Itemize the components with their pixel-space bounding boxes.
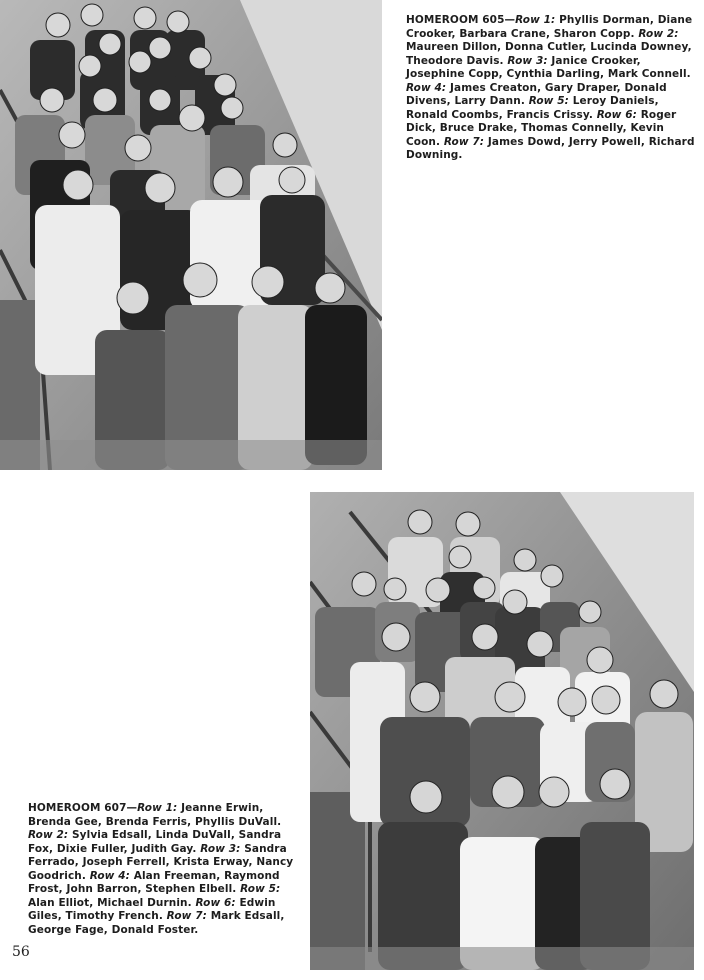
row-label: Row 3: — [200, 842, 241, 855]
row-label: Row 2: — [28, 829, 69, 841]
row-label: Row 3: — [507, 54, 548, 67]
row-label: Row 4: — [406, 81, 447, 94]
row-names: Sandra Ferrado, Joseph Ferrell, Krista Erway, Nancy Goodrich. — [28, 842, 294, 882]
row-label: Row 1: — [137, 802, 178, 814]
row-names: Edwin Giles, Timothy French. — [28, 896, 276, 922]
row-label: Row 5: — [240, 883, 281, 895]
row-label: Row 4: — [89, 869, 130, 882]
row-names: Alan Freeman, Raymond Frost, John Barron, Stephen Elbell. — [28, 869, 280, 895]
homeroom-607-caption: HOMEROOM 607—Row 1: Jeanne Erwin, Brenda Gee, Brenda Ferris, Phyllis DuVall. Row 2: Sylvia Edsall, Linda DuVall, Sandra Fox, Dixie Fuller, Judith Gay. Row 3: Sandra Ferrado, Joseph Ferrell, Krista Erway, Nancy Goodrich. Row 4: Alan Freeman, Raymond Frost, John Barron, Stephen Elbell. Row 5: Alan Elliot, Michael Durnin. Row 6: Edwin Giles, Timothy French. Row 7: Mark Edsall, George Fage, Donald Foster. — [28, 802, 294, 936]
row-label: Row 5: — [528, 95, 569, 107]
homeroom-607-group-photo — [310, 492, 694, 970]
row-names: Roger Dick, Bruce Drake, Thomas Connelly, Kevin Coon. — [406, 108, 677, 148]
row-label: Row 1: — [515, 14, 556, 26]
row-names: Leroy Daniels, Ronald Coombs, Francis Crissy. — [406, 95, 659, 121]
row-label: Row 6: — [596, 108, 637, 121]
page-number: 56 — [12, 944, 30, 960]
row-label: Row 6: — [195, 896, 236, 909]
row-names: Mark Edsall, George Fage, Donald Foster. — [28, 910, 285, 936]
row-label: Row 7: — [166, 910, 207, 922]
row-label: Row 7: — [443, 135, 485, 148]
row-names: Maureen Dillon, Donna Cutler, Lucinda Downey, Theodore Davis. — [406, 41, 692, 67]
row-names: James Creaton, Gary Draper, Donald Divens, Larry Dann. — [406, 81, 667, 107]
row-names: Janice Crooker, Josephine Copp, Cynthia Darling, Mark Connell. — [406, 54, 691, 80]
homeroom-605-group-photo — [0, 0, 382, 470]
row-names: Alan Elliot, Michael Durnin. — [28, 896, 192, 909]
row-names: Jeanne Erwin, Brenda Gee, Brenda Ferris, Phyllis DuVall. — [28, 802, 282, 828]
row-names: Sylvia Edsall, Linda DuVall, Sandra Fox, Dixie Fuller, Judith Gay. — [28, 829, 282, 855]
row-names: James Dowd, Jerry Powell, Richard Downing. — [406, 135, 695, 161]
homeroom-605-caption: HOMEROOM 605—Row 1: Phyllis Dorman, Diane Crooker, Barbara Crane, Sharon Copp. Row 2: Maureen Dillon, Donna Cutler, Lucinda Downey, Theodore Davis. Row 3: Janice Crooker, Josephine Copp, Cynthia Darling, Mark Connell. Row 4: James Creaton, Gary Draper, Donald Divens, Larry Dann. Row 5: Leroy Daniels, Ronald Coombs, Francis Crissy. Row 6: Roger Dick, Bruce Drake, Thomas Connelly, Kevin Coon. Row 7: James Dowd, Jerry Powell, Richard Downing. — [406, 14, 695, 161]
homeroom-605-label: HOMEROOM 605 — [406, 14, 505, 26]
homeroom-607-label: HOMEROOM 607 — [28, 802, 127, 814]
row-names: Phyllis Dorman, Diane Crooker, Barbara Crane, Sharon Copp. — [406, 14, 693, 40]
row-label: Row 2: — [638, 27, 679, 40]
